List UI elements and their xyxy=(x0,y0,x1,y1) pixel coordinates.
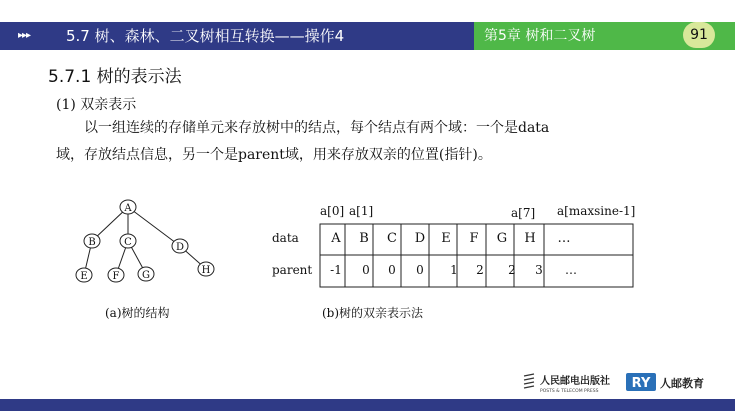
subheading: (1) 双亲表示 xyxy=(56,97,137,113)
tree-node-label: B xyxy=(88,237,96,248)
tree-node-label: E xyxy=(80,271,88,282)
slide-header xyxy=(0,0,735,50)
data-cell: A xyxy=(331,231,341,246)
parent-cell: 0 xyxy=(416,263,424,277)
renyou-logo-mark: RY xyxy=(631,376,651,391)
parent-cell: 0 xyxy=(362,263,370,277)
paragraph-line-2: 域，存放结点信息，另一个是parent域，用来存放双亲的位置(指针)。 xyxy=(56,147,492,163)
parent-cell: 2 xyxy=(476,263,484,277)
data-cell: C xyxy=(387,231,397,246)
tree-caption: (a)树的结构 xyxy=(105,306,170,320)
ptpress-book-icon xyxy=(524,374,534,388)
tree-node-label: F xyxy=(112,271,120,282)
parent-cell: 1 xyxy=(450,263,458,277)
parent-cell: 0 xyxy=(388,263,396,277)
data-cell: B xyxy=(359,231,369,246)
chapter-label: 第5章 树和二叉树 xyxy=(484,28,596,44)
tree-node-label: H xyxy=(201,265,211,276)
parent-cell: 2 xyxy=(508,263,516,277)
parent-cell: … xyxy=(565,263,577,277)
parent-cell: 3 xyxy=(535,263,543,277)
publisher-logos xyxy=(520,370,720,396)
row-label-parent: parent xyxy=(272,263,313,277)
brand-name: 人邮教育 xyxy=(660,377,704,390)
publisher-english: POSTS & TELECOM PRESS xyxy=(540,389,599,394)
index-label: a[0] xyxy=(320,204,345,218)
data-cell: … xyxy=(557,231,571,246)
publisher-name: 人民邮电出版社 xyxy=(540,376,610,387)
section-title: 5.7.1 树的表示法 xyxy=(48,67,182,87)
data-cell: G xyxy=(496,231,508,246)
tree-node-label: D xyxy=(175,242,185,253)
page-number-badge: 91 xyxy=(683,22,715,48)
row-label-data: data xyxy=(272,231,299,245)
data-cell: F xyxy=(469,231,479,246)
tree-diagram xyxy=(70,195,230,295)
tree-node-label: A xyxy=(124,203,132,214)
body-paragraph xyxy=(56,115,706,169)
paragraph-line-1: 以一组连续的存储单元来存放树中的结点，每个结点有两个域：一个是data xyxy=(84,120,550,136)
tree-node-label: G xyxy=(142,270,150,281)
table-caption: (b)树的双亲表示法 xyxy=(322,306,424,320)
header-title-bar xyxy=(0,22,474,50)
parent-cell: -1 xyxy=(330,263,342,277)
header-title: 5.7 树、森林、二叉树相互转换——操作4 xyxy=(66,27,345,45)
footer-bar xyxy=(0,399,735,411)
index-label: a[7] xyxy=(511,206,536,220)
data-cell: H xyxy=(524,231,536,246)
data-cell: D xyxy=(414,231,426,246)
data-cell: E xyxy=(441,231,451,246)
index-label: a[1] xyxy=(349,204,374,218)
index-label: a[maxsine-1] xyxy=(557,204,636,218)
triple-arrow-icon: ▸▸▸ xyxy=(18,30,31,41)
tree-node-label: C xyxy=(124,237,132,248)
parent-table xyxy=(262,200,652,292)
